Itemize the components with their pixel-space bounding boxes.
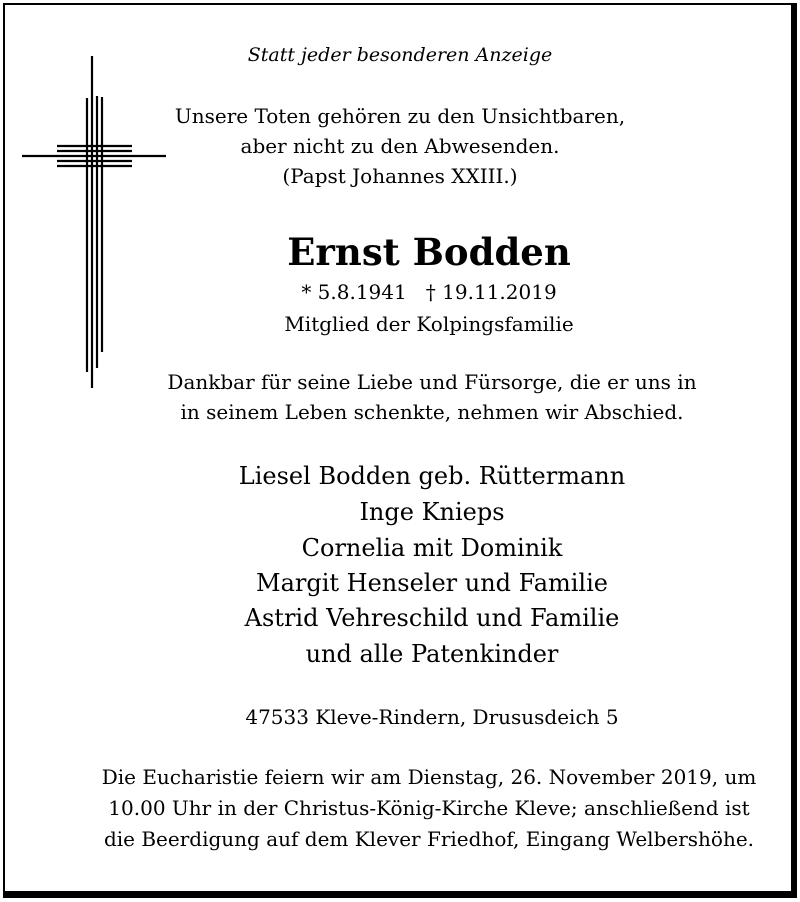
mourner-3: Cornelia mit Dominik: [301, 534, 563, 562]
notice-header: Statt jeder besonderen Anzeige: [247, 44, 553, 66]
mourner-4: Margit Henseler und Familie: [256, 569, 608, 597]
quote-line-1: Unsere Toten gehören zu den Unsichtbaren,: [174, 104, 626, 128]
mourner-5: Astrid Vehreschild und Familie: [244, 604, 620, 632]
address: 47533 Kleve-Rindern, Drususdeich 5: [245, 705, 619, 729]
mourner-6: und alle Patenkinder: [305, 640, 559, 668]
mourner-1: Liesel Bodden geb. Rüttermann: [238, 462, 626, 490]
membership: Mitglied der Kolpingsfamilie: [284, 312, 574, 336]
thanks-line-2: in seinem Leben schenkte, nehmen wir Abschied.: [180, 400, 684, 424]
quote-line-2: aber nicht zu den Abwesenden.: [240, 134, 560, 158]
service-line-3: die Beerdigung auf dem Klever Friedhof, Eingang Welbershöhe.: [103, 827, 755, 851]
thanks-line-1: Dankbar für seine Liebe und Fürsorge, die er uns in: [167, 370, 697, 394]
service-line-2: 10.00 Uhr in der Christus-König-Kirche Kleve; anschließend ist: [108, 796, 750, 820]
life-dates: * 5.8.1941 † 19.11.2019: [301, 280, 557, 304]
quote-attribution: (Papst Johannes XXIII.): [282, 164, 518, 188]
border-shadow-bottom: [3, 893, 797, 898]
service-line-1: Die Eucharistie feiern wir am Dienstag, 26. November 2019, um: [101, 765, 757, 789]
deceased-name: Ernst Bodden: [287, 230, 571, 274]
mourner-2: Inge Knieps: [359, 498, 505, 526]
